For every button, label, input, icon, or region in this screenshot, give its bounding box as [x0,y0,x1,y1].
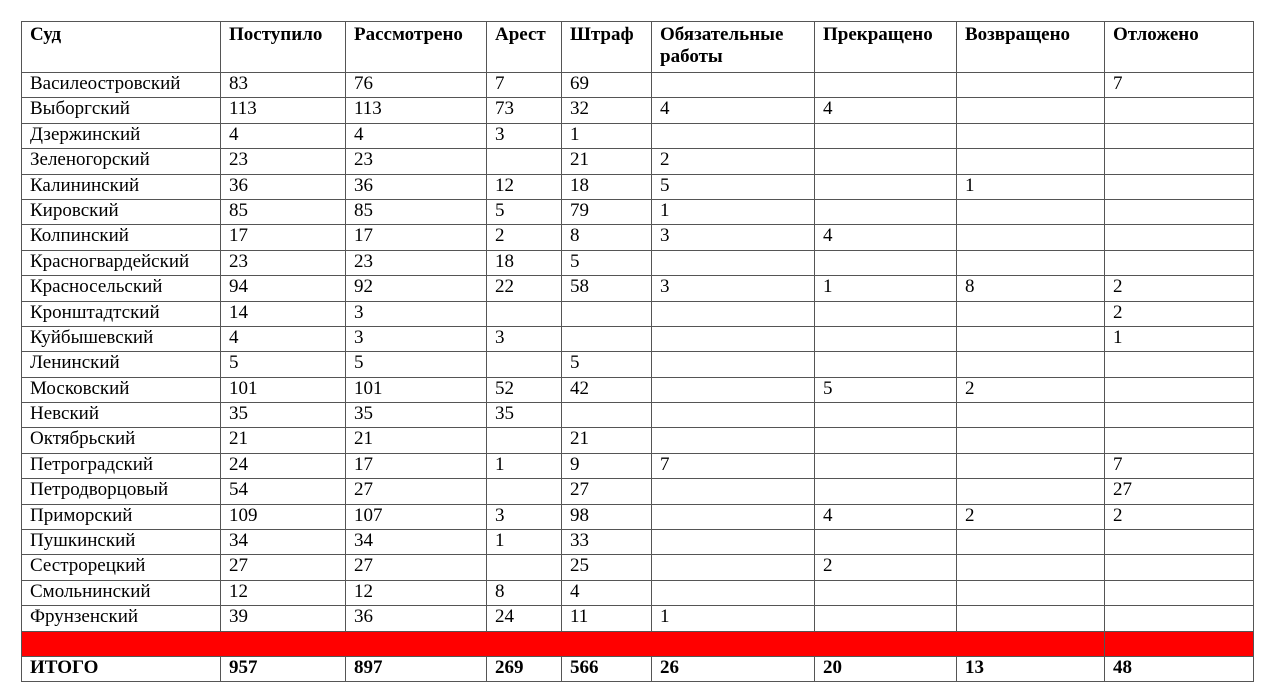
cell-postponed [1105,555,1254,580]
cell-postponed [1105,580,1254,605]
cell-returned [957,250,1105,275]
cell-returned [957,326,1105,351]
cell-arrest [487,555,562,580]
cell-terminated: 4 [815,225,957,250]
cell-postponed: 2 [1105,301,1254,326]
cell-terminated: 4 [815,98,957,123]
cell-court-name: Красносельский [22,276,221,301]
table-row [22,98,1254,123]
cell-terminated: 2 [815,555,957,580]
cell-community-service [652,580,815,605]
cell-postponed: 2 [1105,504,1254,529]
table-row [22,73,1254,98]
table-row [22,199,1254,224]
cell-terminated [815,326,957,351]
table-row [22,149,1254,174]
cell-fine: 98 [562,504,652,529]
cell-postponed [1105,123,1254,148]
cell-community-service [652,504,815,529]
cell-arrest [487,149,562,174]
header-returned: Возвращено [957,22,1105,73]
separator-bar-end [1105,631,1254,656]
header-community-service: Обязательные работы [652,22,815,73]
cell-reviewed: 27 [346,555,487,580]
cell-terminated [815,250,957,275]
cell-reviewed: 4 [346,123,487,148]
cell-returned: 1 [957,174,1105,199]
cell-community-service [652,403,815,428]
cell-arrest: 3 [487,326,562,351]
cell-arrest: 35 [487,403,562,428]
cell-community-service [652,326,815,351]
table-row [22,403,1254,428]
table-row [22,123,1254,148]
cell-returned: 2 [957,377,1105,402]
cell-arrest: 5 [487,199,562,224]
table-row [22,250,1254,275]
cell-community-service: 3 [652,276,815,301]
cell-postponed [1105,352,1254,377]
table-row [22,453,1254,478]
cell-arrest [487,479,562,504]
cell-court-name: Калининский [22,174,221,199]
cell-postponed [1105,377,1254,402]
cell-returned [957,225,1105,250]
cell-reviewed: 35 [346,403,487,428]
cell-terminated: 4 [815,504,957,529]
cell-terminated [815,199,957,224]
cell-community-service: 4 [652,98,815,123]
cell-postponed [1105,250,1254,275]
cell-fine: 21 [562,428,652,453]
cell-court-name: Кировский [22,199,221,224]
cell-court-name: Выборгский [22,98,221,123]
total-community-service: 26 [652,656,815,681]
cell-reviewed: 101 [346,377,487,402]
cell-community-service [652,377,815,402]
cell-postponed [1105,428,1254,453]
header-court: Суд [22,22,221,73]
cell-reviewed: 17 [346,225,487,250]
cell-reviewed: 23 [346,149,487,174]
cell-reviewed: 21 [346,428,487,453]
cell-arrest: 18 [487,250,562,275]
cell-terminated [815,580,957,605]
cell-received: 4 [221,326,346,351]
cell-arrest: 3 [487,123,562,148]
cell-terminated [815,530,957,555]
cell-terminated [815,453,957,478]
cell-postponed [1105,98,1254,123]
cell-returned [957,453,1105,478]
cell-returned [957,73,1105,98]
cell-reviewed: 12 [346,580,487,605]
cell-community-service [652,479,815,504]
cell-received: 39 [221,606,346,631]
cell-returned [957,555,1105,580]
cell-arrest: 24 [487,606,562,631]
cell-received: 85 [221,199,346,224]
separator-bar [22,631,1105,656]
cell-community-service [652,73,815,98]
table-row [22,428,1254,453]
cell-received: 24 [221,453,346,478]
table-row [22,606,1254,631]
table-row [22,352,1254,377]
cell-community-service [652,555,815,580]
cell-arrest: 1 [487,453,562,478]
header-reviewed: Рассмотрено [346,22,487,73]
cell-court-name: Петроградский [22,453,221,478]
cell-fine: 79 [562,199,652,224]
cell-reviewed: 36 [346,174,487,199]
cell-postponed: 2 [1105,276,1254,301]
cell-arrest [487,352,562,377]
cell-received: 36 [221,174,346,199]
cell-postponed [1105,606,1254,631]
cell-received: 113 [221,98,346,123]
cell-postponed: 1 [1105,326,1254,351]
cell-received: 23 [221,149,346,174]
cell-community-service: 7 [652,453,815,478]
cell-fine: 11 [562,606,652,631]
header-received: Поступило [221,22,346,73]
cell-terminated: 5 [815,377,957,402]
cell-returned [957,199,1105,224]
cell-terminated [815,428,957,453]
cell-community-service: 1 [652,606,815,631]
cell-community-service [652,123,815,148]
cell-fine: 5 [562,250,652,275]
header-arrest: Арест [487,22,562,73]
cell-terminated [815,301,957,326]
cell-community-service: 3 [652,225,815,250]
cell-fine: 69 [562,73,652,98]
cell-returned [957,530,1105,555]
cell-reviewed: 36 [346,606,487,631]
cell-reviewed: 5 [346,352,487,377]
cell-received: 35 [221,403,346,428]
cell-returned: 8 [957,276,1105,301]
cell-terminated: 1 [815,276,957,301]
cell-returned [957,580,1105,605]
cell-terminated [815,403,957,428]
cell-fine: 58 [562,276,652,301]
table-body [22,73,1254,632]
cell-court-name: Смольнинский [22,580,221,605]
cell-returned [957,301,1105,326]
cell-received: 4 [221,123,346,148]
court-statistics-table [21,21,1254,682]
cell-arrest: 12 [487,174,562,199]
cell-court-name: Октябрьский [22,428,221,453]
cell-community-service: 1 [652,199,815,224]
cell-court-name: Ленинский [22,352,221,377]
cell-fine [562,326,652,351]
cell-returned [957,428,1105,453]
table-row [22,479,1254,504]
cell-returned: 2 [957,504,1105,529]
header-fine: Штраф [562,22,652,73]
table-row [22,276,1254,301]
cell-court-name: Василеостровский [22,73,221,98]
total-returned: 13 [957,656,1105,681]
cell-fine: 8 [562,225,652,250]
total-fine: 566 [562,656,652,681]
cell-terminated [815,479,957,504]
cell-returned [957,606,1105,631]
cell-returned [957,352,1105,377]
cell-court-name: Красногвардейский [22,250,221,275]
cell-terminated [815,606,957,631]
cell-reviewed: 3 [346,326,487,351]
total-arrest: 269 [487,656,562,681]
cell-court-name: Дзержинский [22,123,221,148]
cell-reviewed: 76 [346,73,487,98]
cell-arrest: 7 [487,73,562,98]
cell-fine [562,301,652,326]
cell-court-name: Фрунзенский [22,606,221,631]
cell-received: 5 [221,352,346,377]
cell-fine: 32 [562,98,652,123]
cell-postponed: 7 [1105,73,1254,98]
table-row [22,530,1254,555]
table-row [22,555,1254,580]
cell-arrest: 2 [487,225,562,250]
cell-community-service [652,352,815,377]
cell-received: 83 [221,73,346,98]
cell-terminated [815,352,957,377]
cell-court-name: Приморский [22,504,221,529]
cell-fine: 21 [562,149,652,174]
cell-community-service [652,428,815,453]
cell-reviewed: 107 [346,504,487,529]
total-terminated: 20 [815,656,957,681]
cell-court-name: Колпинский [22,225,221,250]
cell-received: 101 [221,377,346,402]
cell-received: 12 [221,580,346,605]
total-postponed: 48 [1105,656,1254,681]
cell-returned [957,149,1105,174]
cell-reviewed: 113 [346,98,487,123]
cell-fine: 25 [562,555,652,580]
cell-arrest [487,301,562,326]
cell-fine: 4 [562,580,652,605]
cell-received: 14 [221,301,346,326]
cell-community-service [652,250,815,275]
cell-community-service [652,301,815,326]
cell-arrest [487,428,562,453]
cell-received: 109 [221,504,346,529]
cell-received: 23 [221,250,346,275]
header-row [22,22,1254,73]
cell-received: 54 [221,479,346,504]
cell-postponed [1105,174,1254,199]
cell-fine: 1 [562,123,652,148]
table-row [22,504,1254,529]
cell-court-name: Московский [22,377,221,402]
cell-postponed: 7 [1105,453,1254,478]
cell-court-name: Невский [22,403,221,428]
cell-received: 27 [221,555,346,580]
cell-arrest: 52 [487,377,562,402]
total-label: ИТОГО [22,656,221,681]
table-row [22,225,1254,250]
cell-arrest: 8 [487,580,562,605]
cell-received: 21 [221,428,346,453]
cell-reviewed: 34 [346,530,487,555]
table-row [22,377,1254,402]
cell-court-name: Петродворцовый [22,479,221,504]
table-row [22,174,1254,199]
total-row [22,656,1254,681]
cell-terminated [815,149,957,174]
cell-postponed [1105,199,1254,224]
cell-received: 94 [221,276,346,301]
cell-court-name: Пушкинский [22,530,221,555]
cell-community-service: 2 [652,149,815,174]
cell-postponed: 27 [1105,479,1254,504]
cell-reviewed: 85 [346,199,487,224]
cell-court-name: Куйбышевский [22,326,221,351]
cell-postponed [1105,225,1254,250]
cell-terminated [815,73,957,98]
cell-arrest: 22 [487,276,562,301]
cell-postponed [1105,149,1254,174]
cell-reviewed: 3 [346,301,487,326]
cell-fine: 27 [562,479,652,504]
cell-reviewed: 92 [346,276,487,301]
table-row [22,301,1254,326]
cell-returned [957,403,1105,428]
cell-returned [957,123,1105,148]
cell-fine: 9 [562,453,652,478]
cell-arrest: 73 [487,98,562,123]
cell-postponed [1105,403,1254,428]
cell-postponed [1105,530,1254,555]
cell-arrest: 3 [487,504,562,529]
cell-fine: 5 [562,352,652,377]
cell-terminated [815,174,957,199]
cell-reviewed: 17 [346,453,487,478]
table-row [22,580,1254,605]
cell-community-service: 5 [652,174,815,199]
separator-row [22,631,1254,656]
cell-court-name: Зеленогорский [22,149,221,174]
cell-court-name: Сестрорецкий [22,555,221,580]
header-terminated: Прекращено [815,22,957,73]
cell-community-service [652,530,815,555]
cell-fine: 33 [562,530,652,555]
cell-fine: 18 [562,174,652,199]
header-postponed: Отложено [1105,22,1254,73]
cell-received: 17 [221,225,346,250]
cell-reviewed: 23 [346,250,487,275]
cell-received: 34 [221,530,346,555]
total-received: 957 [221,656,346,681]
cell-arrest: 1 [487,530,562,555]
cell-returned [957,98,1105,123]
cell-court-name: Кронштадтский [22,301,221,326]
cell-terminated [815,123,957,148]
table-row [22,326,1254,351]
cell-fine: 42 [562,377,652,402]
cell-fine [562,403,652,428]
total-reviewed: 897 [346,656,487,681]
cell-returned [957,479,1105,504]
cell-reviewed: 27 [346,479,487,504]
